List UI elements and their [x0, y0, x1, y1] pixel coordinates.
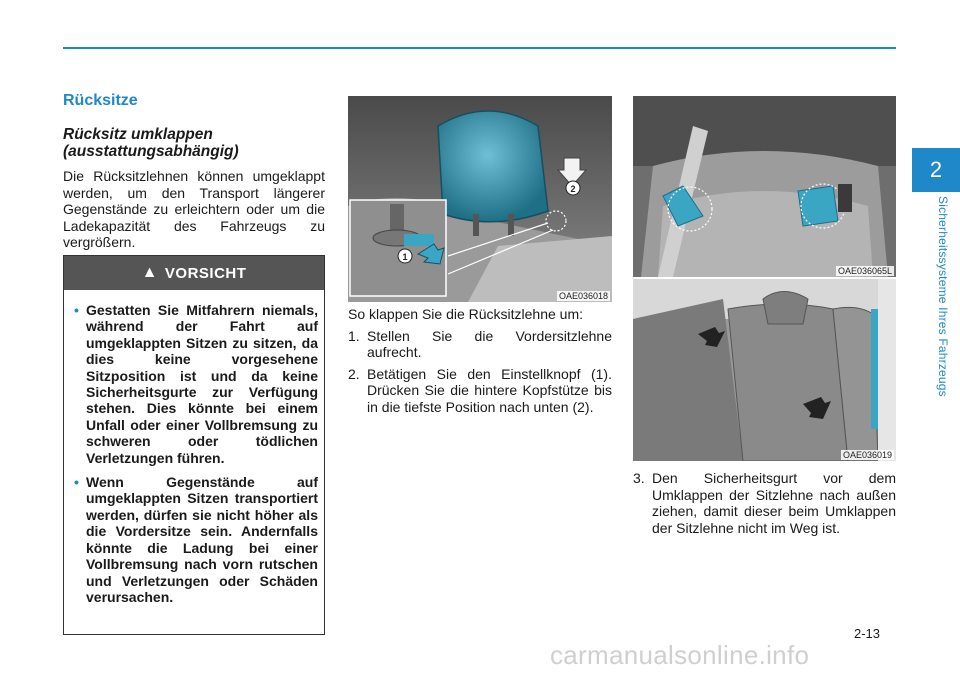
seat-fold-illustration: [633, 279, 896, 461]
figure-code: OAE036018: [558, 291, 608, 301]
step-item: [633, 470, 896, 536]
chapter-title: Sicherheitssysteme Ihres Fahrzeugs: [936, 196, 950, 397]
instructions-lead: So klappen Sie die Rücksitzlehne um:: [348, 306, 584, 322]
steps-list: [348, 328, 612, 416]
caution-header: [64, 256, 324, 290]
caution-item: [74, 474, 318, 605]
figure-belt-guides: [633, 96, 896, 277]
step-item: [348, 366, 612, 416]
left-column: [63, 92, 325, 251]
chapter-tab: 2: [912, 148, 960, 192]
steps-list-continued: [633, 470, 896, 536]
bullet: •: [74, 302, 79, 318]
headrest-illustration: [348, 96, 612, 302]
step-text: Betätigen Sie den Einstellknopf (1). Drücken Sie die hintere Kopfstütze bis in die tiefste Position nach unten (2).: [367, 365, 612, 415]
caution-title: VORSICHT: [164, 264, 247, 282]
caution-item: [74, 302, 318, 466]
figure-seat-fold: [633, 279, 896, 461]
middle-column: [348, 306, 612, 415]
section-title: Rücksitze: [63, 92, 138, 109]
caution-item-text: Wenn Gegenstände auf umgeklappten Sitzen transportiert werden, dürfen sie nicht höher als die Vordersitze sein. Andernfalls könnte die Ladung bei einer Vollbremsung nach vorn rutschen und Verletzungen oder Schäden verursachen.: [86, 474, 318, 605]
right-column: [633, 465, 896, 536]
figure-headrest: [348, 96, 612, 302]
figure-code: OAE036065L: [837, 266, 892, 276]
warning-triangle-icon: ▲: [141, 264, 158, 281]
belt-guides-illustration: [633, 96, 896, 277]
callout-1: 1: [402, 252, 408, 262]
step-number: 3.: [633, 470, 645, 486]
callout-2: 2: [570, 184, 576, 194]
figure-code: OAE036019: [842, 450, 892, 460]
step-number: 2.: [348, 365, 360, 382]
intro-paragraph: Die Rücksitzlehnen können umgeklappt werden, um den Transport längerer Gegenstände zu erleichtern oder um die Ladekapazität des Fahrzeugs zu vergrößern.: [63, 168, 325, 250]
step-text: Den Sicherheitsgurt vor dem Umklappen der Sitzlehne nach außen ziehen, damit dieser beim Umklappen der Sitzlehne nicht im Weg ist.: [652, 470, 896, 536]
watermark: carmanualsonline.info: [550, 640, 810, 670]
step-number: 1.: [348, 327, 360, 344]
step-text: Stellen Sie die Vordersitzlehne aufrecht.: [367, 327, 612, 360]
caution-list: [64, 290, 324, 605]
section-subtitle: Rücksitz umklappen (ausstattungsabhängig): [63, 126, 239, 160]
caution-item-text: Gestatten Sie Mitfahrern niemals, während der Fahrt auf umgeklappten Sitzen zu sitzen, da dies keine vorgesehene Sitzposition ist und da keine Sicherheitsgurte zur Verfügung stehen. Dies könnte bei einem Unfall oder einer Vollbremsung zu schweren oder tödlichen Verletzungen führen.: [86, 302, 318, 466]
step-item: [348, 328, 612, 361]
bullet: •: [74, 474, 79, 491]
caution-box: [63, 255, 325, 635]
page-number: 2-13: [854, 626, 881, 641]
top-rule: [63, 47, 896, 49]
